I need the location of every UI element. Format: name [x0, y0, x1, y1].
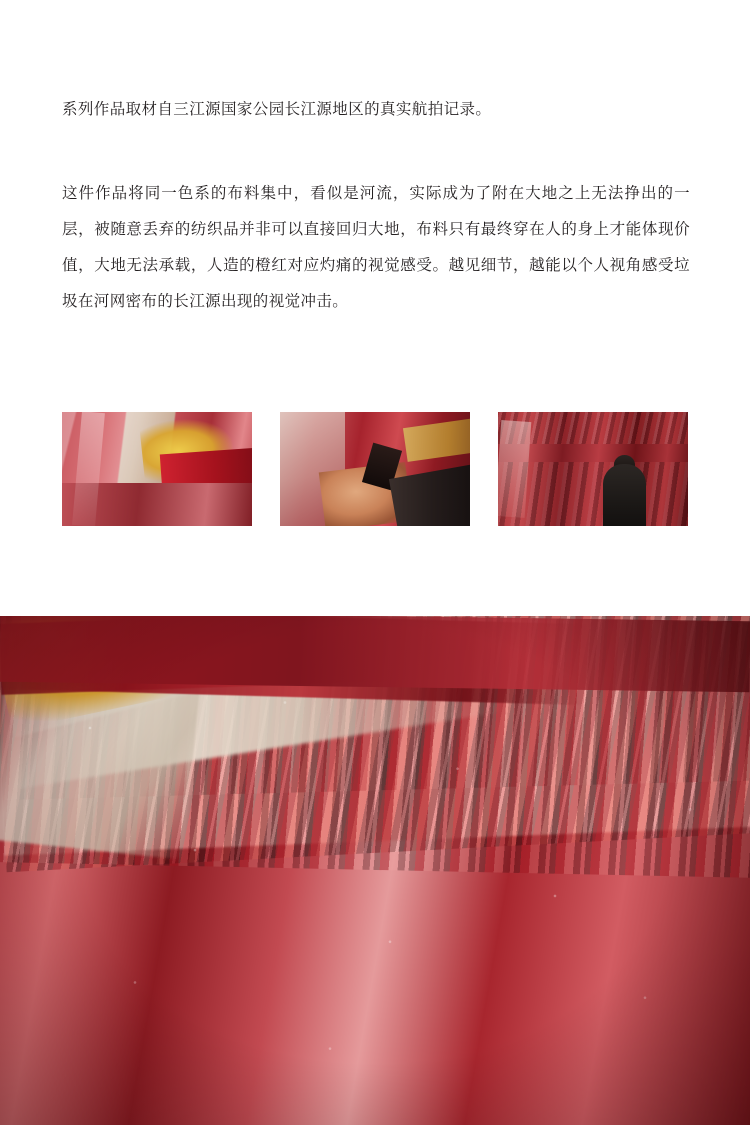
thumbnail-image-3 — [498, 412, 688, 526]
hero-vignette — [0, 616, 750, 1125]
article-text-block — [62, 92, 690, 320]
thumbnail-image-2 — [280, 412, 470, 526]
paragraph-intro: 系列作品取材自三江源国家公园长江源地区的真实航拍记录。 — [62, 101, 492, 118]
thumbnail-person-among-red-fabric[interactable] — [498, 412, 688, 526]
hero-artwork-image[interactable] — [0, 616, 750, 1125]
thumbnail-image-1 — [62, 412, 252, 526]
thumbnail-fabric-detail-pink-yellow[interactable] — [62, 412, 252, 526]
paragraph-description: 这件作品将同一色系的布料集中，看似是河流，实际成为了附在大地之上无法挣出的一层，被随意丢弃的纺织品并非可以直接回归大地，布料只有最终穿在人的身上才能体现价值，大地无法承载，人造的橙红对应灼痛的视觉感受。越见细节，越能以个人视角感受垃圾在河网密布的长江源出现的视觉冲击。 — [62, 185, 690, 310]
thumbnail-hands-tying-fabric[interactable] — [280, 412, 470, 526]
thumbnail-row — [62, 412, 688, 526]
